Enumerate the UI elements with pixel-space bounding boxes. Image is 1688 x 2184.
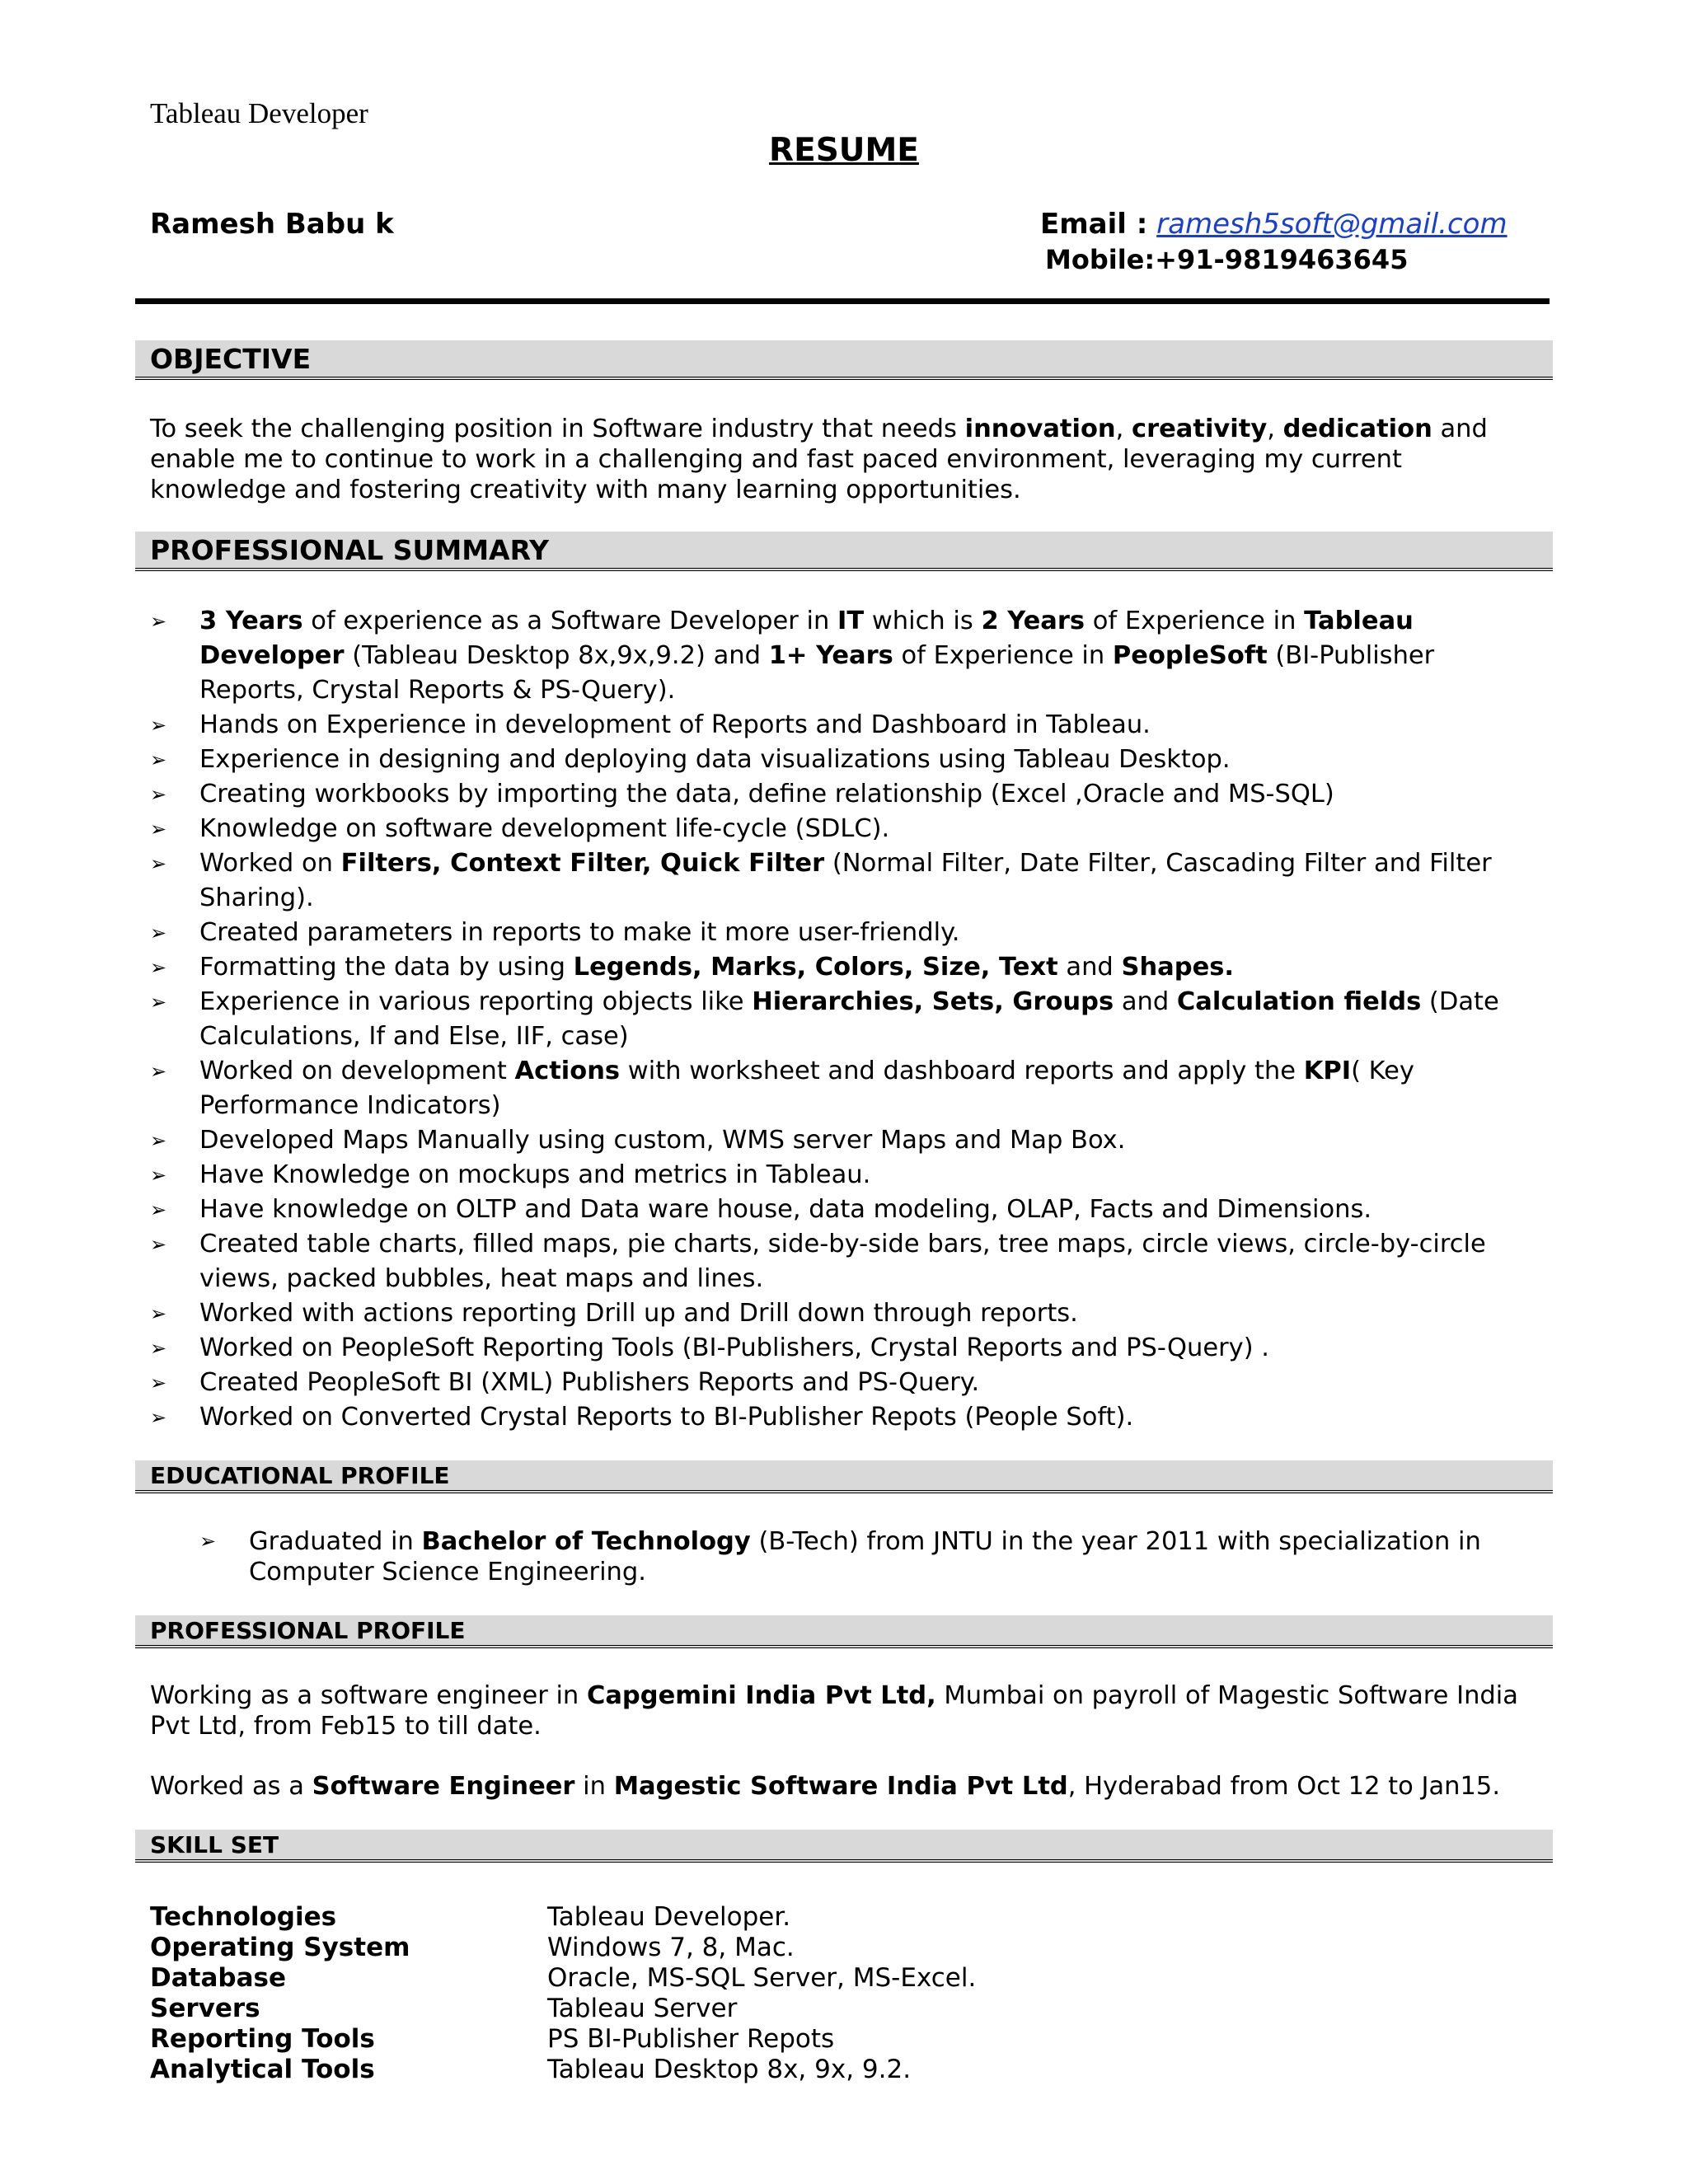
summary-list [150,604,1535,1435]
arrow-bullet-icon: ➢ [150,1198,167,1221]
summary-item-text: Hands on Experience in development of Reports and Dashboard in Tableau. [199,710,1151,739]
arrow-bullet-icon: ➢ [150,956,167,979]
section-heading-professional-summary: PROFESSIONAL SUMMARY [135,532,1553,571]
summary-item [150,1366,1535,1400]
summary-item [150,812,1535,846]
summary-item-text: Worked on Filters, Context Filter, Quick Filter (Normal Filter, Date Filter, Cascading Filter and Filter Sharing). [199,849,1492,912]
summary-item [150,950,1535,985]
arrow-bullet-icon: ➢ [199,1530,217,1553]
arrow-bullet-icon: ➢ [150,1164,167,1187]
objective-text: To seek the challenging position in Software industry that needs innovation, creativity, dedication and enable me to continue to work in a challenging and fast paced environment, leveraging my current knowledge and fostering creativity with many learning opportunities. [150,415,1488,504]
candidate-name: Ramesh Babu k [150,208,394,241]
summary-item-text: Created parameters in reports to make it more user-friendly. [199,918,960,947]
page-title: RESUME [769,132,919,169]
arrow-bullet-icon: ➢ [150,991,167,1014]
summary-item-text: Experience in various reporting objects like Hierarchies, Sets, Groups and Calculation fields (Date Calculations, If and Else, IIF, case) [199,987,1499,1051]
summary-item-text: Worked on development Actions with worksheet and dashboard reports and apply the KPI( Key Performance Indicators) [199,1057,1414,1120]
summary-item [150,1227,1535,1296]
section-heading-educational-profile: EDUCATIONAL PROFILE [135,1460,1553,1493]
summary-item-text: Worked on Converted Crystal Reports to BI-Publisher Repots (People Soft). [199,1403,1134,1432]
summary-item-text: Have Knowledge on mockups and metrics in Tableau. [199,1160,871,1189]
summary-item [150,1193,1535,1227]
education-item-text: Graduated in Bachelor of Technology (B-Tech) from JNTU in the year 2011 with specialization in Computer Science Engineering. [249,1527,1481,1586]
arrow-bullet-icon: ➢ [150,921,167,944]
arrow-bullet-icon: ➢ [150,1406,167,1429]
summary-item-text: Worked on PeopleSoft Reporting Tools (BI-Publishers, Crystal Reports and PS-Query) . [199,1333,1269,1362]
summary-item-text: 3 Years of experience as a Software Developer in IT which is 2 Years of Experience in Tableau Developer (Tableau Desktop 8x,9x,9.2) and 1+ Years of Experience in PeopleSoft (BI-Publisher Reports, Crystal Reports & PS-Query). [199,607,1435,705]
arrow-bullet-icon: ➢ [150,748,167,771]
summary-item [150,1400,1535,1435]
skill-label: Analytical Tools [150,2055,375,2084]
arrow-bullet-icon: ➢ [150,1302,167,1325]
skill-value: PS BI-Publisher Repots [547,2024,835,2054]
arrow-bullet-icon: ➢ [150,1129,167,1152]
skill-label: Servers [150,1994,260,2023]
summary-item [150,916,1535,950]
summary-item [150,1296,1535,1331]
arrow-bullet-icon: ➢ [150,1233,167,1256]
summary-item [150,708,1535,743]
arrow-bullet-icon: ➢ [150,783,167,806]
summary-item [150,743,1535,777]
arrow-bullet-icon: ➢ [150,1371,167,1394]
header-divider [135,298,1550,304]
section-heading-professional-profile: PROFESSIONAL PROFILE [135,1615,1553,1648]
summary-item-text: Knowledge on software development life-cycle (SDLC). [199,814,890,843]
arrow-bullet-icon: ➢ [150,714,167,737]
profile-paragraph-1: Working as a software engineer in Capgemini India Pvt Ltd, Mumbai on payroll of Magestic Software India Pvt Ltd, from Feb15 to till date. [150,1681,1518,1741]
profile-paragraph-2: Worked as a Software Engineer in Magestic Software India Pvt Ltd, Hyderabad from Oct 12 to Jan15. [150,1772,1501,1801]
email-link[interactable]: ramesh5soft@gmail.com [1156,208,1507,241]
summary-item [150,846,1535,916]
arrow-bullet-icon: ➢ [150,852,167,875]
summary-item-text: Experience in designing and deploying data visualizations using Tableau Desktop. [199,745,1231,774]
arrow-bullet-icon: ➢ [150,818,167,841]
skill-label: Database [150,1963,286,1993]
summary-item-text: Creating workbooks by importing the data, define relationship (Excel ,Oracle and MS-SQL) [199,780,1334,808]
education-list [199,1526,1535,1587]
email-label: Email : [1040,208,1148,241]
summary-item [150,604,1535,708]
summary-item [150,1054,1535,1123]
summary-item-text: Created table charts, filled maps, pie charts, side-by-side bars, tree maps, circle views, circle-by-circle views, packed bubbles, heat maps and lines. [199,1230,1486,1293]
skill-value: Windows 7, 8, Mac. [547,1933,795,1962]
summary-item [150,1331,1535,1366]
summary-item [150,1123,1535,1158]
skill-label: Technologies [150,1902,337,1932]
summary-item-text: Formatting the data by using Legends, Marks, Colors, Size, Text and Shapes. [199,953,1235,982]
summary-item-text: Developed Maps Manually using custom, WMS server Maps and Map Box. [199,1126,1126,1155]
summary-item-text: Created PeopleSoft BI (XML) Publishers Reports and PS-Query. [199,1368,980,1397]
mobile-number: Mobile:+91-9819463645 [1045,244,1409,275]
email-line [1040,208,1507,241]
summary-item [150,985,1535,1054]
document-type: Tableau Developer [150,97,368,129]
summary-item-text: Have knowledge on OLTP and Data ware house, data modeling, OLAP, Facts and Dimensions. [199,1195,1372,1224]
arrow-bullet-icon: ➢ [150,1337,167,1360]
skill-value: Tableau Desktop 8x, 9x, 9.2. [547,2055,912,2084]
arrow-bullet-icon: ➢ [150,1060,167,1083]
skill-value: Tableau Server [547,1994,738,2023]
arrow-bullet-icon: ➢ [150,610,167,633]
skill-value: Tableau Developer. [547,1902,791,1932]
skill-value: Oracle, MS-SQL Server, MS-Excel. [547,1963,977,1993]
education-item [199,1526,1535,1587]
summary-item [150,777,1535,812]
summary-item [150,1158,1535,1193]
section-heading-objective: OBJECTIVE [135,340,1553,380]
section-heading-skill-set: SKILL SET [135,1830,1553,1863]
summary-item-text: Worked with actions reporting Drill up and Drill down through reports. [199,1299,1078,1328]
skill-label: Operating System [150,1933,410,1962]
skill-label: Reporting Tools [150,2024,375,2054]
